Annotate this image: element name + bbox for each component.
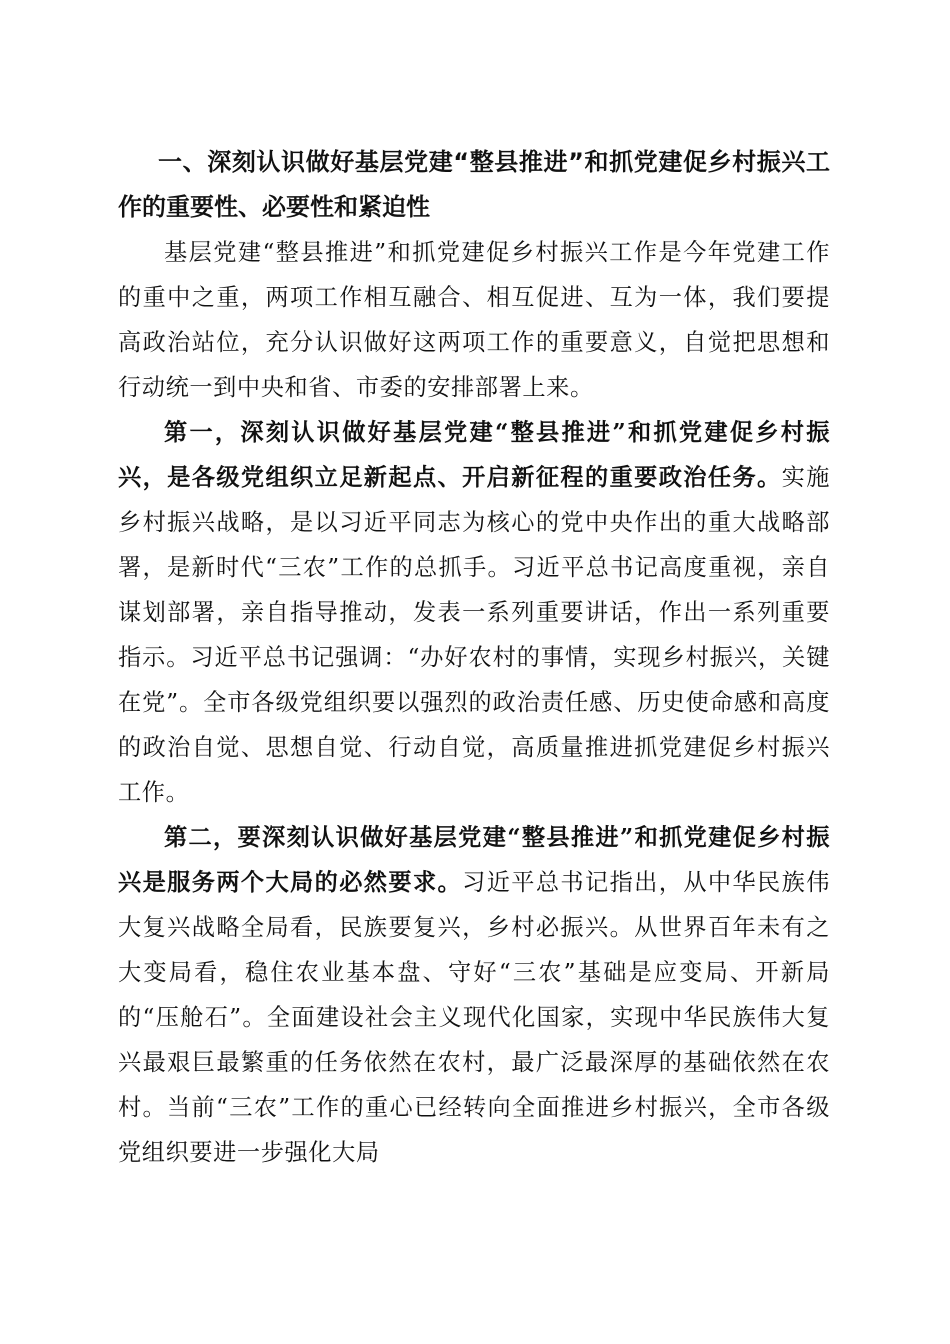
paragraph-bold-lead: 第二，要深刻认识做好基层党建“整县推进”和抓党建促乡村振兴是服务两个大局的必然要求。 — [118, 824, 830, 896]
document-page — [118, 140, 830, 1175]
section-heading: 一、深刻认识做好基层党建“整县推进”和抓党建促乡村振兴工作的重要性、必要性和紧迫性 — [118, 148, 830, 221]
paragraph-intro — [118, 230, 830, 410]
paragraph-text: 基层党建“整县推进”和抓党建促乡村振兴工作是今年党建工作的重中之重，两项工作相互融合、相互促进、互为一体，我们要提高政治站位，充分认识做好这两项工作的重要意义，自觉把思想和行动统一到中央和省、市委的安排部署上来。 — [118, 239, 830, 401]
paragraph-point-two — [118, 815, 830, 1175]
paragraph-point-one — [118, 410, 830, 815]
paragraph-bold-lead: 第一，深刻认识做好基层党建“整县推进”和抓党建促乡村振兴，是各级党组织立足新起点、开启新征程的重要政治任务。 — [118, 419, 830, 491]
paragraph-text: 习近平总书记指出，从中华民族伟大复兴战略全局看，民族要复兴，乡村必振兴。从世界百年未有之大变局看，稳住农业基本盘、守好“三农”基础是应变局、开新局的“压舱石”。全面建设社会主义现代化国家，实现中华民族伟大复兴最艰巨最繁重的任务依然在农村，最广泛最深厚的基础依然在农村。当前“三农”工作的重心已经转向全面推进乡村振兴，全市各级党组织要进一步强化大局 — [118, 869, 830, 1166]
paragraph-text: 实施乡村振兴战略，是以习近平同志为核心的党中央作出的重大战略部署，是新时代“三农”工作的总抓手。习近平总书记高度重视，亲自谋划部署，亲自指导推动，发表一系列重要讲话，作出一系列重要指示。习近平总书记强调：“办好农村的事情，实现乡村振兴，关键在党”。全市各级党组织要以强烈的政治责任感、历史使命感和高度的政治自觉、思想自觉、行动自觉，高质量推进抓党建促乡村振兴工作。 — [118, 464, 830, 806]
